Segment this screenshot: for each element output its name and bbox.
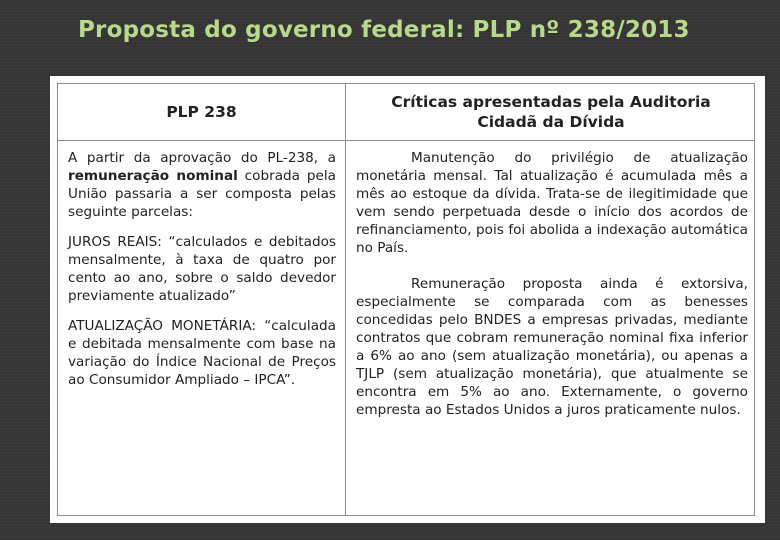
plp-paragraph-atualizacao: ATUALIZAÇÃO MONETÁRIA: “calculada e debitada mensalmente com base na variação do Índice Nacional de Preços ao Consumidor Ampliado – IPCA”. xyxy=(68,318,336,388)
plp-paragraph-juros: JUROS REAIS: “calculados e debitados mensalmente, à taxa de quatro por cento ao ano, sobre o saldo devedor previamente atualizado” xyxy=(68,234,336,304)
plp-column xyxy=(68,149,336,389)
header-divider xyxy=(58,140,754,141)
plp-paragraph-1 xyxy=(68,149,336,221)
plp-p1-text-a: A partir da aprovação do PL-238, a xyxy=(68,150,336,166)
criticas-paragraph-1: Manutenção do privilégio de atualização monetária mensal. Tal atualização é acumulada mês a mês ao estoque da dívida. Trata-se de ilegitimidade que vem sendo perpetuada desde o início dos acordos de refinanciamento, pois foi abolida a indexação automática no País. xyxy=(356,150,748,256)
document-panel xyxy=(50,76,765,523)
plp-p1-bold: remuneração nominal xyxy=(68,168,238,184)
criticas-column xyxy=(356,149,748,419)
header-criticas-line2: Cidadã da Dívida xyxy=(477,113,625,131)
comparison-table xyxy=(57,83,755,516)
plp-p1-text-c: cobrada pela União passaria a ser composta pelas seguinte parcelas: xyxy=(68,168,336,220)
header-criticas xyxy=(346,84,756,140)
criticas-paragraph-2: Remuneração proposta ainda é extorsiva, especialmente se comparada com as benesses concedidas pelo BNDES a empresas privadas, mediante contratos que cobram remuneração nominal fixa inferior a 6% ao ano (sem atualização monetária), ou apenas a TJLP (sem atualização monetária), que atualmente se encontra em 5% ao ano. Externamente, o governo empresta ao Estados Unidos a juros praticamente nulos. xyxy=(356,276,748,418)
header-plp238: PLP 238 xyxy=(166,103,237,121)
column-divider xyxy=(345,84,346,515)
slide-title: Proposta do governo federal: PLP nº 238/2013 xyxy=(78,17,690,43)
header-criticas-line1: Críticas apresentadas pela Auditoria xyxy=(391,93,711,111)
